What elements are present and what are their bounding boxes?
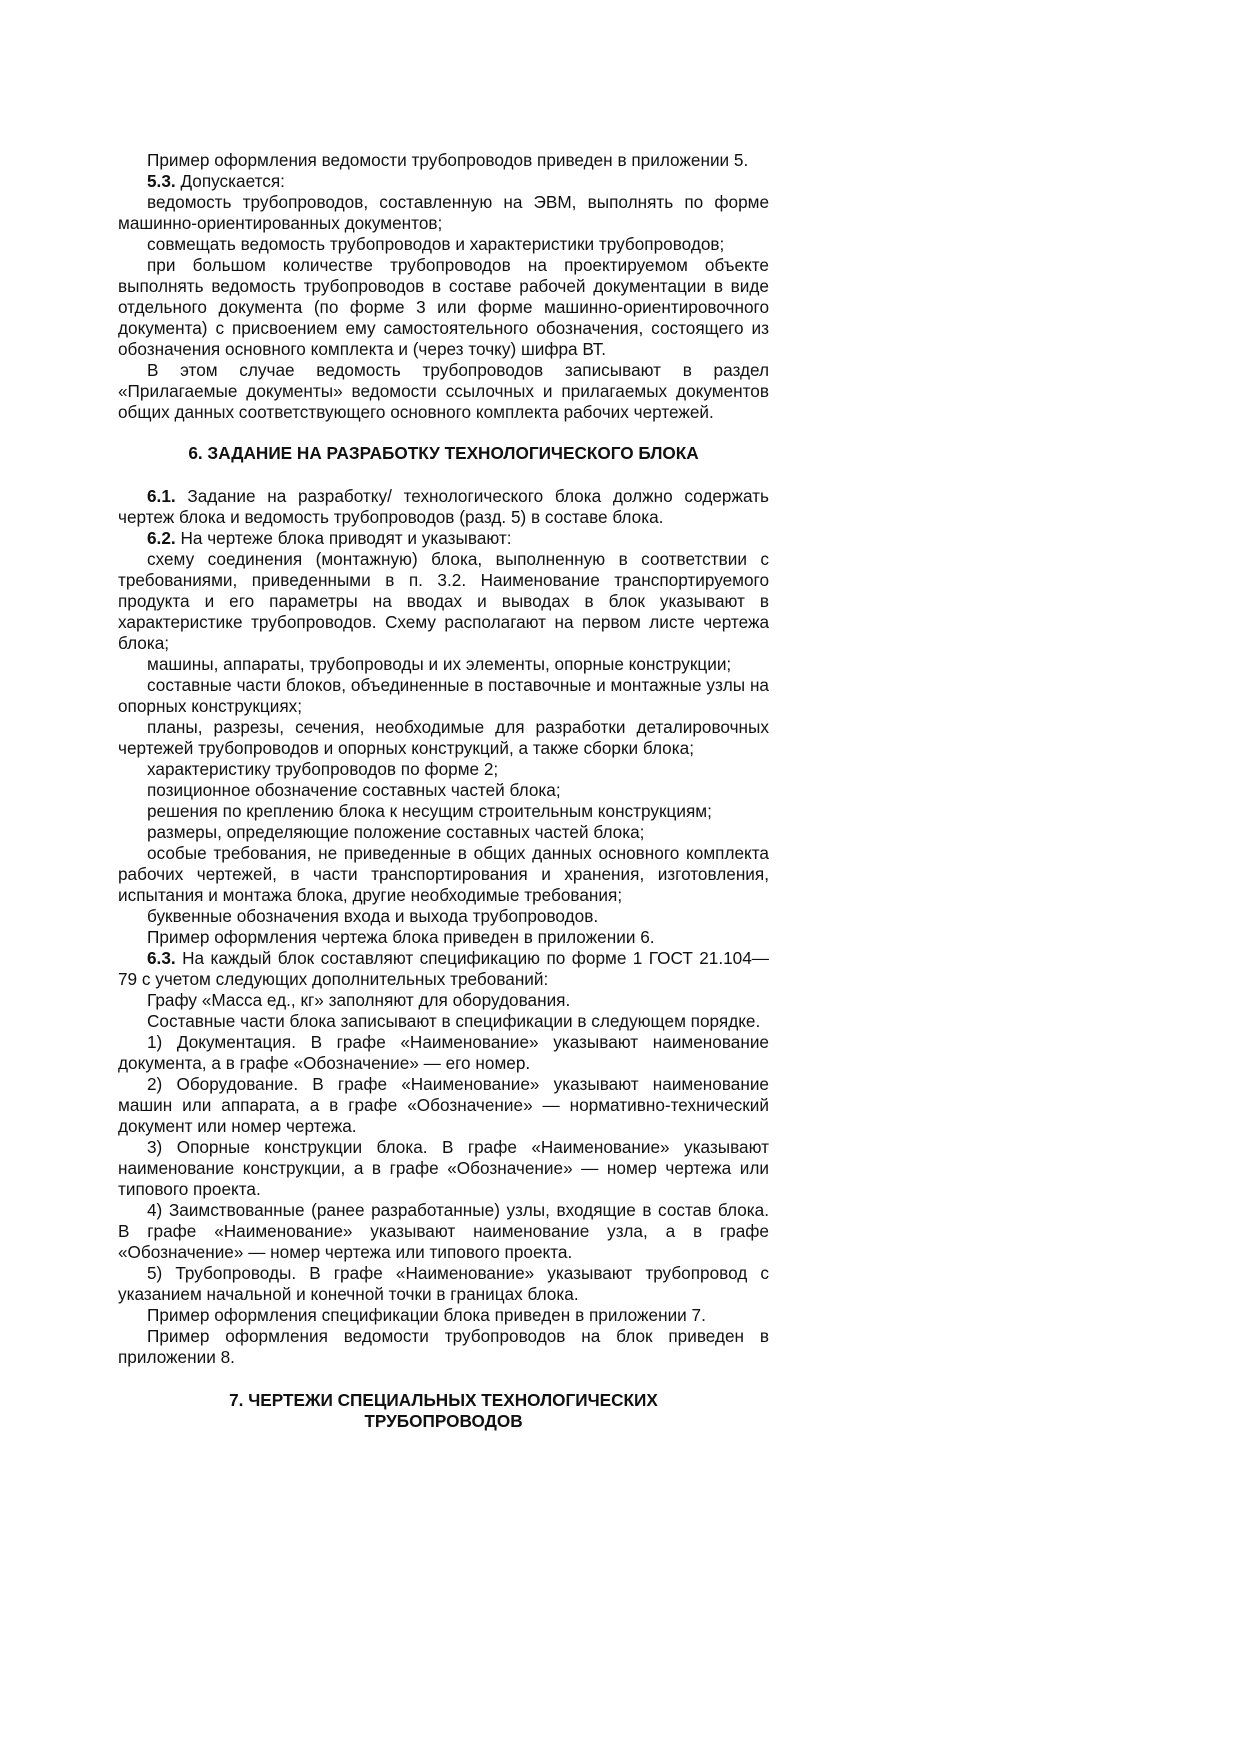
paragraph-text: ведомость трубопроводов, составленную на ЭВМ, выполнять по форме машинно-ориентированных документов;: [118, 192, 769, 233]
section-7-title-line1: 7. ЧЕРТЕЖИ СПЕЦИАЛЬНЫХ ТЕХНОЛОГИЧЕСКИХ: [229, 1390, 658, 1410]
paragraph: [118, 234, 769, 255]
paragraph-text: при большом количестве трубопроводов на проектируемом объекте выполнять ведомость трубопроводов в составе рабочей документации в виде отдельного документа (по форме 3 или форме машинно-ориентировочного документа) с присвоением ему самостоятельного обозначения, состоящего из обозначения основного комплекта и (через точку) шифра ВТ.: [118, 255, 769, 359]
paragraph-text: 5) Трубопроводы. В графе «Наименование» указывают трубопровод с указанием начальной и конечной точки в границах блока.: [118, 1263, 769, 1304]
paragraph-text: Пример оформления спецификации блока приведен в приложении 7.: [147, 1305, 706, 1325]
paragraph: [118, 1011, 769, 1032]
paragraph: [118, 360, 769, 423]
paragraph: [118, 192, 769, 234]
paragraph-text: Допускается:: [175, 171, 285, 191]
paragraph-text: В этом случае ведомость трубопроводов записывают в раздел «Прилагаемые документы» ведомости ссылочных и прилагаемых документов общих данных соответствующего основного комплекта рабочих чертежей.: [118, 360, 769, 422]
paragraph-text: буквенные обозначения входа и выхода трубопроводов.: [147, 906, 599, 926]
paragraph-text: Пример оформления ведомости трубопроводов приведен в приложении 5.: [147, 150, 749, 170]
paragraph-text: 2) Оборудование. В графе «Наименование» указывают наименование машин или аппарата, а в графе «Обозначение» — нормативно-технический документ или номер чертежа.: [118, 1074, 769, 1136]
paragraph: [118, 717, 769, 759]
clause-number: 5.3.: [147, 171, 176, 191]
section-7-title-line2: ТРУБОПРОВОДОВ: [364, 1411, 523, 1431]
paragraph-text: решения по креплению блока к несущим строительным конструкциям;: [147, 801, 712, 821]
paragraph: [118, 759, 769, 780]
paragraph-text: характеристику трубопроводов по форме 2;: [147, 759, 499, 779]
paragraph: [118, 801, 769, 822]
paragraph-text: машины, аппараты, трубопроводы и их элементы, опорные конструкции;: [147, 654, 732, 674]
paragraph-text: Составные части блока записывают в спецификации в следующем порядке.: [147, 1011, 761, 1031]
paragraph: [118, 675, 769, 717]
paragraph: [118, 528, 769, 549]
paragraph: [118, 1263, 769, 1305]
paragraph-text: особые требования, не приведенные в общих данных основного комплекта рабочих чертежей, в части транспортирования и хранения, изготовления, испытания и монтажа блока, другие необходимые требования;: [118, 843, 769, 905]
paragraph-text: планы, разрезы, сечения, необходимые для разработки деталировочных чертежей трубопроводов и опорных конструкций, а также сборки блока;: [118, 717, 769, 758]
paragraph-text: позиционное обозначение составных частей блока;: [147, 780, 561, 800]
clause-number: 6.3.: [147, 948, 176, 968]
paragraph-text: Графу «Масса ед., кг» заполняют для оборудования.: [147, 990, 571, 1010]
paragraph-text: 3) Опорные конструкции блока. В графе «Наименование» указывают наименование конструкции, а в графе «Обозначение» — номер чертежа или типового проекта.: [118, 1137, 769, 1199]
paragraph-text: На каждый блок составляют спецификацию по форме 1 ГОСТ 21.104—79 с учетом следующих дополнительных требований:: [118, 948, 769, 989]
paragraph: [118, 255, 769, 360]
paragraph: [118, 1032, 769, 1074]
paragraph: [118, 822, 769, 843]
section-6-title: 6. ЗАДАНИЕ НА РАЗРАБОТКУ ТЕХНОЛОГИЧЕСКОГО БЛОКА: [188, 443, 699, 463]
paragraph: [118, 150, 769, 171]
paragraph: [118, 948, 769, 990]
paragraph-text: 4) Заимствованные (ранее разработанные) узлы, входящие в состав блока. В графе «Наименование» указывают наименование узла, а в графе «Обозначение» — номер чертежа или типового проекта.: [118, 1200, 769, 1262]
section-6-body: [118, 486, 769, 1368]
document-page: [118, 150, 769, 1432]
paragraph: [118, 549, 769, 654]
paragraph: [118, 654, 769, 675]
paragraph-text: На чертеже блока приводят и указывают:: [175, 528, 512, 548]
paragraph: [118, 990, 769, 1011]
paragraph: [118, 1326, 769, 1368]
paragraph: [118, 906, 769, 927]
paragraph-text: размеры, определяющие положение составных частей блока;: [147, 822, 645, 842]
paragraph-text: 1) Документация. В графе «Наименование» указывают наименование документа, а в графе «Обозначение» — его номер.: [118, 1032, 769, 1073]
section-7-title: [118, 1390, 769, 1432]
clause-number: 6.1.: [147, 486, 176, 506]
clause-number: 6.2.: [147, 528, 176, 548]
paragraph-text: совмещать ведомость трубопроводов и характеристики трубопроводов;: [147, 234, 725, 254]
paragraph: [118, 486, 769, 528]
paragraph: [118, 843, 769, 906]
paragraph-text: Задание на разработку/ технологического блока должно содержать чертеж блока и ведомость трубопроводов (разд. 5) в составе блока.: [118, 486, 769, 527]
paragraph: [118, 1137, 769, 1200]
section-5-continuation: [118, 150, 769, 423]
paragraph-text: Пример оформления ведомости трубопроводов на блок приведен в приложении 8.: [118, 1326, 769, 1367]
paragraph: [118, 1305, 769, 1326]
paragraph: [118, 1200, 769, 1263]
paragraph: [118, 780, 769, 801]
paragraph: [118, 171, 769, 192]
paragraph-text: составные части блоков, объединенные в поставочные и монтажные узлы на опорных конструкциях;: [118, 675, 769, 716]
paragraph: [118, 1074, 769, 1137]
paragraph: [118, 927, 769, 948]
paragraph-text: Пример оформления чертежа блока приведен в приложении 6.: [147, 927, 655, 947]
paragraph-text: схему соединения (монтажную) блока, выполненную в соответствии с требованиями, приведенными в п. 3.2. Наименование транспортируемого продукта и его параметры на вводах и выводах в блок указывают в характеристике трубопроводов. Схему располагают на первом листе чертежа блока;: [118, 549, 769, 653]
